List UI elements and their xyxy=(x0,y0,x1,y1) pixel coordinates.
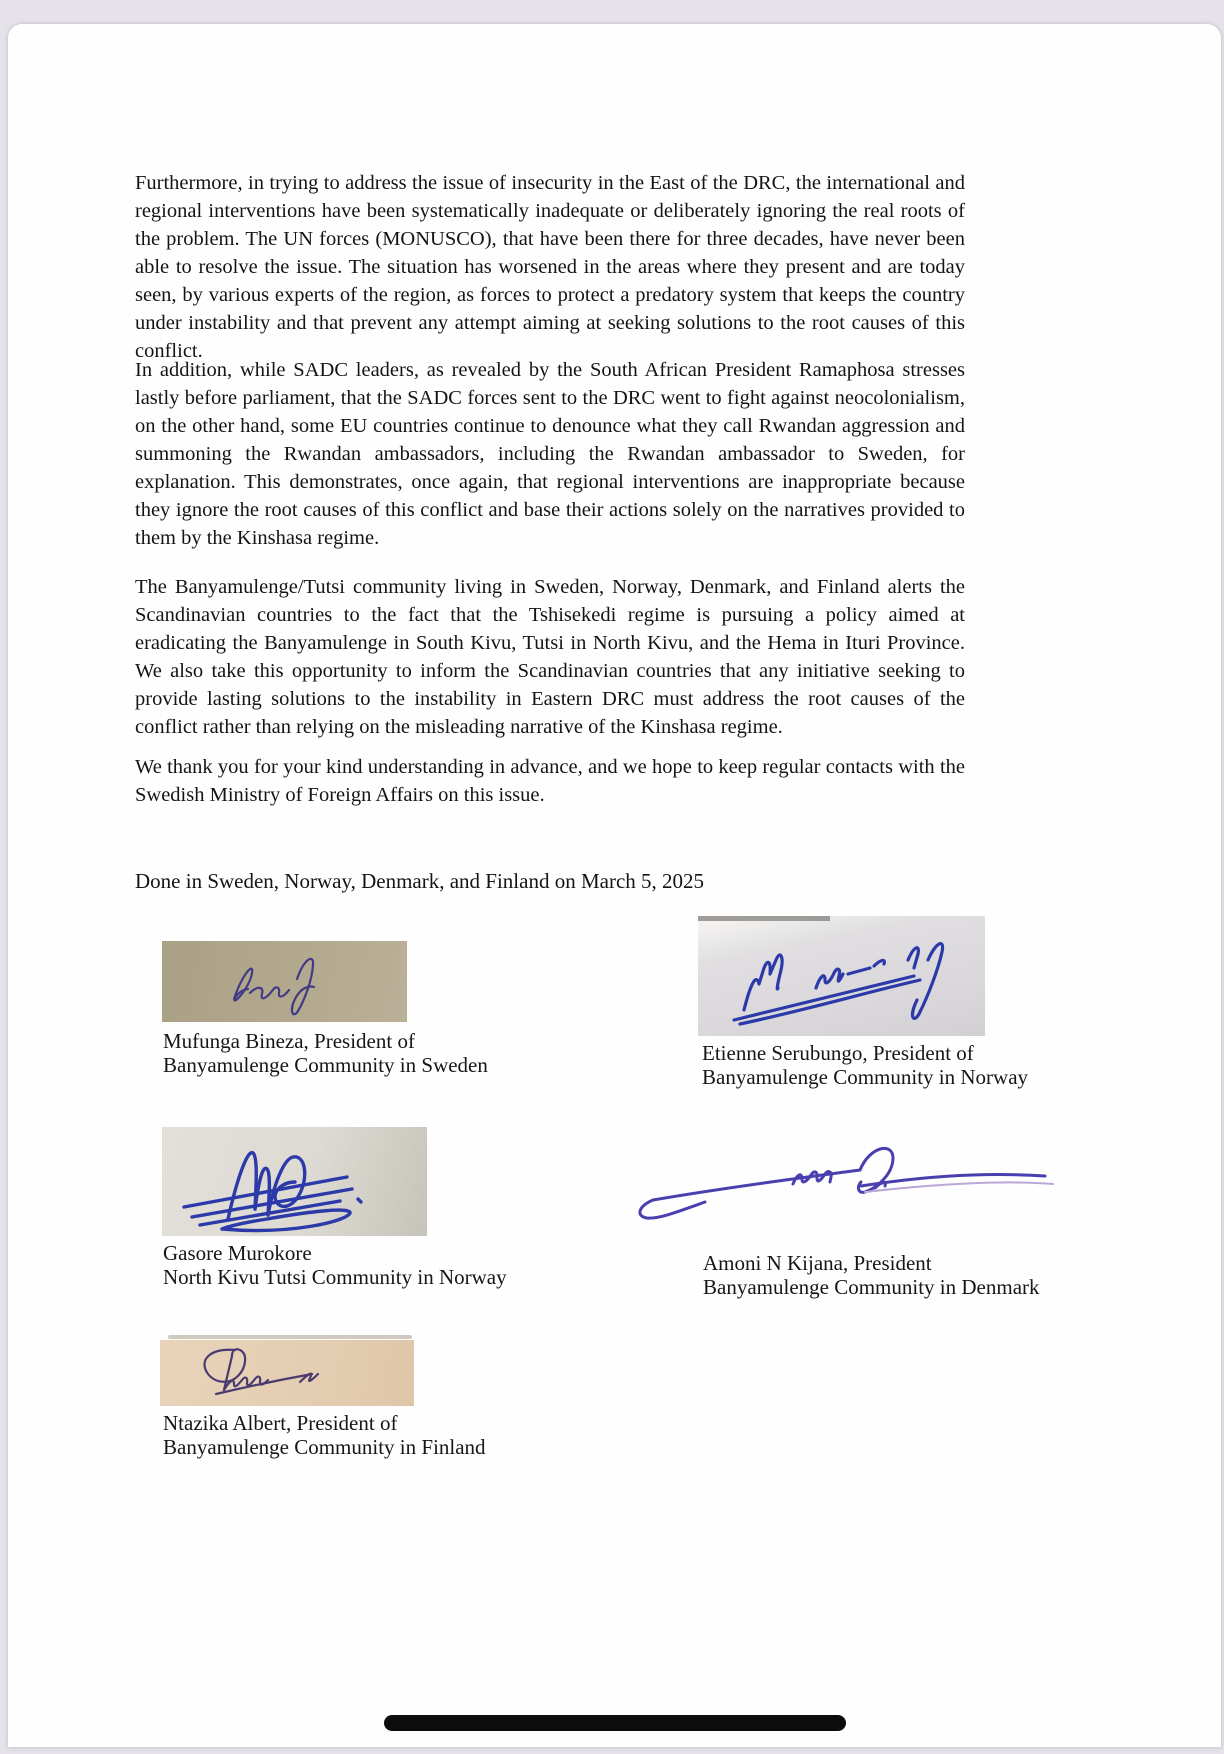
signature-stroke-gasore xyxy=(162,1127,427,1236)
signatory-org: Banyamulenge Community in Finland xyxy=(163,1434,486,1459)
signatory-org: Banyamulenge Community in Sweden xyxy=(163,1052,488,1077)
signature-block-north-kivu xyxy=(163,1242,633,1289)
signature-block-denmark xyxy=(703,1252,1173,1299)
paragraph-closing: We thank you for your kind understanding in advance, and we hope to keep regular contacts with the Swedish Ministry of Foreign Affairs on this issue. xyxy=(135,756,965,806)
signature-image-mufunga-bineza xyxy=(162,941,407,1022)
signature-stroke-amoni xyxy=(625,1136,1065,1228)
signatory-name: Gasore Murokore xyxy=(163,1241,312,1265)
signature-stroke-ntazika xyxy=(160,1340,414,1406)
signatory-name: Mufunga Bineza, President of xyxy=(163,1029,415,1053)
signatory-org: Banyamulenge Community in Denmark xyxy=(703,1274,1040,1299)
signature-stroke-mufunga xyxy=(162,941,407,1022)
paragraph-monusco: Furthermore, in trying to address the issue of insecurity in the East of the DRC, the international and regional interventions have been systematically inadequate or deliberately ignoring the real roots of the problem. The UN forces (MONUSCO), that have been there for three decades, have never been able to resolve the issue. The situation has worsened in the areas where they present and are today seen, by various experts of the region, as forces to protect a predatory system that keeps the country under instability and that prevent any attempt aiming at seeking solutions to the root causes of this conflict. xyxy=(135,172,965,362)
signature-image-etienne-serubungo xyxy=(698,916,985,1036)
signatory-org: Banyamulenge Community in Norway xyxy=(702,1064,1029,1089)
document-page xyxy=(8,24,1221,1747)
paragraph-banyamulenge-alert: The Banyamulenge/Tutsi community living in Sweden, Norway, Denmark, and Finland alerts the Scandinavian countries to the fact that the Tshisekedi regime is pursuing a policy aimed at eradicating the Banyamulenge in South Kivu, Tutsi in North Kivu, and the Hema in Ituri Province. We also take this opportunity to inform the Scandinavian countries that any initiative seeking to provide lasting solutions to the instability in Eastern DRC must address the root causes of the conflict rather than relying on the misleading narrative of the Kinshasa regime. xyxy=(135,576,965,738)
signatory-name: Ntazika Albert, President of xyxy=(163,1411,398,1435)
signature-block-sweden xyxy=(163,1030,633,1077)
date-line: Done in Sweden, Norway, Denmark, and Finland on March 5, 2025 xyxy=(135,869,705,893)
photo-torn-edge xyxy=(168,1335,412,1339)
signatory-name: Amoni N Kijana, President xyxy=(703,1251,932,1275)
signature-image-amoni-kijana xyxy=(625,1136,1065,1228)
paragraph-sadc: In addition, while SADC leaders, as revealed by the South African President Ramaphosa stresses lastly before parliament, that the SADC forces sent to the DRC went to fight against neocolonialism, on the other hand, some EU countries continue to denounce what they call Rwandan aggression and summoning the Rwandan ambassadors, including the Rwandan ambassador to Sweden, for explanation. This demonstrates, once again, that regional interventions are inappropriate because they ignore the root causes of this conflict and base their actions solely on the narratives provided to them by the Kinshasa regime. xyxy=(135,359,965,549)
home-indicator[interactable] xyxy=(384,1715,846,1731)
signature-stroke-etienne xyxy=(698,916,985,1036)
signature-block-norway xyxy=(702,1042,1172,1089)
signature-image-ntazika-albert xyxy=(160,1340,414,1406)
signatory-org: North Kivu Tutsi Community in Norway xyxy=(163,1264,507,1289)
signature-image-gasore-murokore xyxy=(162,1127,427,1236)
signatory-name: Etienne Serubungo, President of xyxy=(702,1041,974,1065)
signature-block-finland xyxy=(163,1412,633,1459)
